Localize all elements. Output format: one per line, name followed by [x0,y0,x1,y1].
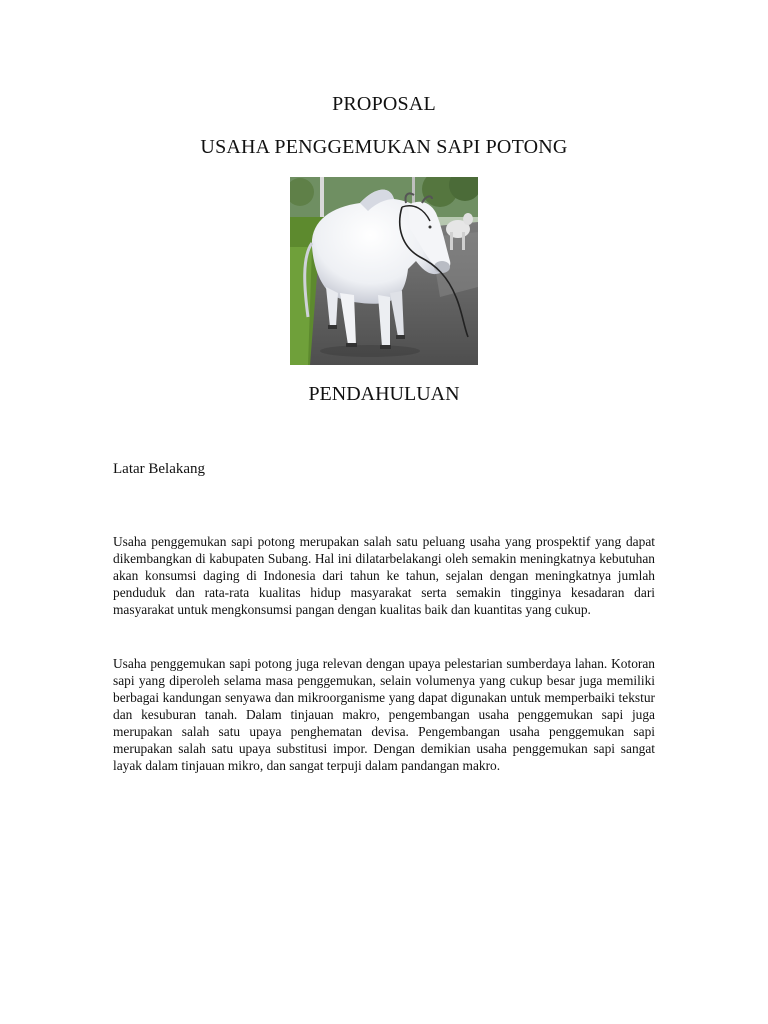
cow-illustration [290,177,478,365]
document-subtitle: USAHA PENGGEMUKAN SAPI POTONG [200,136,568,158]
body-paragraph: Usaha penggemukan sapi potong merupakan salah satu peluang usaha yang prospektif yang dapat dikembangkan di kabupaten Subang. Hal ini dilatarbelakangi oleh semakin meningkatnya kebutuhan akan konsumsi daging di Indonesia dari tahun ke tahun, sejalan dengan meningkatnya jumlah penduduk dan rata-rata kualitas hidup masyarakat serta semakin tingginya kesadaran dari masyarakat untuk mengkonsumsi pangan dengan kualitas baik dan kuantitas yang cukup. [113,534,655,617]
document-title: PROPOSAL [332,93,436,115]
body-paragraph: Usaha penggemukan sapi potong juga relevan dengan upaya pelestarian sumberdaya lahan. Kotoran sapi yang diperoleh selama masa penggemukan, selain volumenya yang cukup besar juga memiliki berbagai kandungan senyawa dan mikroorganisme yang dapat digunakan untuk memperbaiki tekstur dan kesuburan tanah. Dalam tinjauan makro, pengembangan usaha penggemukan sapi juga merupakan salah satu upaya penghematan devisa. Pengembangan usaha penggemukan sapi merupakan salah satu upaya substitusi impor. Dengan demikian usaha penggemukan sapi sangat layak dalam tinjauan mikro, dan sangat terpuji dalam pandangan makro. [113,656,655,773]
subsection-heading: Latar Belakang [113,461,206,477]
section-heading: PENDAHULUAN [308,383,460,405]
cow-photo [290,177,478,365]
